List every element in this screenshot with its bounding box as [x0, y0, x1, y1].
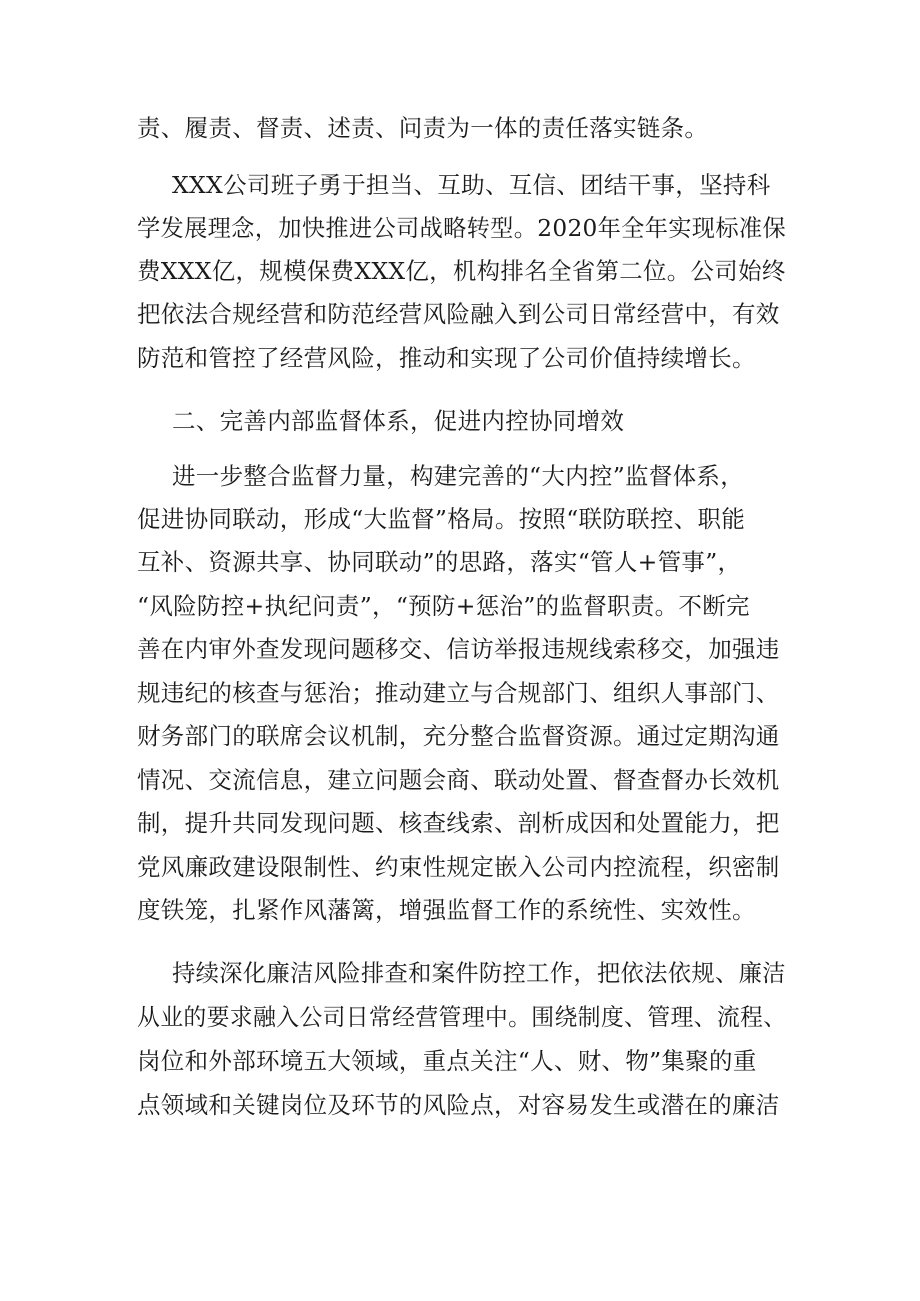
text-line: 制，提升共同发现问题、核查线索、剖析成因和处置能力，把 — [137, 809, 780, 837]
text-line: 党风廉政建设限制性、约束性规定嵌入公司内控流程，织密制 — [137, 853, 780, 881]
section-heading: 二、完善内部监督体系，促进内控协同增效 — [172, 407, 625, 435]
text-line: 防范和管控了经营风险，推动和实现了公司价值持续增长。 — [137, 344, 756, 372]
text-line: 情况、交流信息，建立问题会商、联动处置、督查督办长效机 — [137, 766, 780, 794]
text-line: 费XXX亿，规模保费XXX亿，机构排名全省第二位。公司始终 — [137, 257, 786, 285]
text-line: 度铁笼，扎紧作风藩篱，增强监督工作的系统性、实效性。 — [137, 896, 756, 924]
text-line: “风险防控+执纪问责”，“预防+惩治”的监督职责。不断完 — [137, 592, 750, 620]
text-line: 善在内审外查发现问题移交、信访举报违规线索移交，加强违 — [137, 635, 780, 663]
text-line: 学发展理念，加快推进公司战略转型。2020年全年实现标准保 — [137, 214, 786, 242]
paragraph-first-line: 持续深化廉洁风险排查和案件防控工作，把依法依规、廉洁 — [172, 959, 786, 987]
paragraph-first-line: XXX公司班子勇于担当、互助、互信、团结干事，坚持科 — [172, 171, 771, 199]
text-line: 责、履责、督责、述责、问责为一体的责任落实链条。 — [137, 114, 709, 142]
text-line: 岗位和外部环境五大领域，重点关注“人、财、物”集聚的重 — [137, 1047, 757, 1075]
text-line: 财务部门的联席会议机制，充分整合监督资源。通过定期沟通 — [137, 722, 780, 750]
text-line: 规违纪的核查与惩治；推动建立与合规部门、组织人事部门、 — [137, 679, 780, 707]
text-line: 互补、资源共享、协同联动”的思路，落实“管人+管事”， — [137, 548, 742, 576]
text-line: 促进协同联动，形成“大监督”格局。按照“联防联控、职能 — [137, 505, 746, 533]
text-line: 点领域和关键岗位及环节的风险点，对容易发生或潜在的廉洁 — [137, 1091, 780, 1119]
text-line: 把依法合规经营和防范经营风险融入到公司日常经营中，有效 — [137, 300, 780, 328]
paragraph-first-line: 进一步整合监督力量，构建完善的“大内控”监督体系， — [172, 462, 745, 490]
text-line: 从业的要求融入公司日常经营管理中。围绕制度、管理、流程、 — [137, 1003, 787, 1031]
